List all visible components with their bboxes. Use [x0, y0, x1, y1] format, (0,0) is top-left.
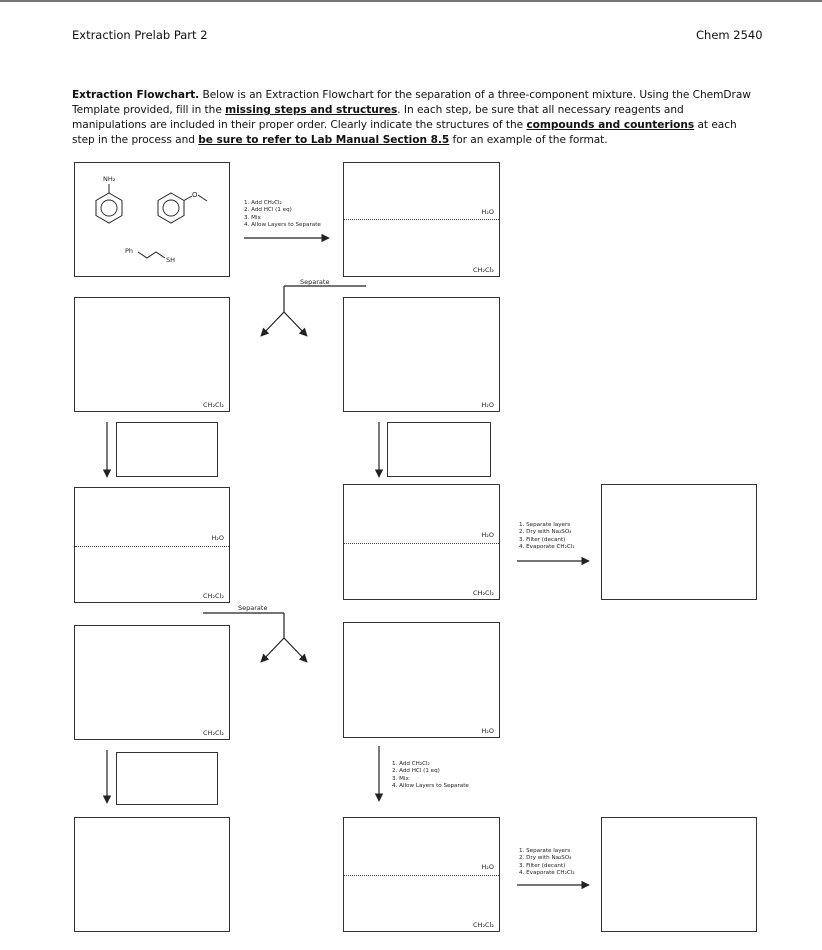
- top-layer-label: H₂O: [481, 863, 494, 871]
- amine-label: NH₂: [103, 175, 116, 183]
- bottom-layer-label: CH₂Cl₂: [473, 589, 494, 597]
- separate-label-1: Separate: [300, 278, 330, 286]
- instructions-lead: Extraction Flowchart.: [72, 89, 200, 101]
- instructions-text-1: Below is an Extraction Flowchart for the separation of a three-component mixture. Using the ChemDraw Template provided, fill in the: [72, 89, 751, 116]
- split-arrow-right-2: [284, 638, 307, 662]
- step-line: 1. Separate layers: [519, 848, 571, 854]
- layer-label: H₂O: [481, 401, 494, 409]
- step-line: 4. Evaporate CH₂Cl₂: [519, 544, 575, 551]
- step-line: 3. Filter (decant): [519, 536, 566, 543]
- ph-label: Ph: [125, 247, 134, 255]
- step-line: 1. Add CH₂Cl₂: [392, 761, 430, 767]
- step-line: 3. Mix: [244, 214, 261, 221]
- separate-label-2: Separate: [238, 604, 268, 612]
- top-layer-label: H₂O: [481, 208, 494, 216]
- bottom-layer-label: CH₂Cl₂: [473, 921, 494, 929]
- step-line: 2. Add HCl (1 eq): [244, 207, 292, 214]
- course-label: Chem 2540: [696, 28, 763, 42]
- step-line: 4. Allow Layers to Separate: [392, 783, 469, 790]
- split-arrow-right-1: [284, 312, 307, 336]
- top-layer-label: H₂O: [481, 531, 494, 539]
- step-line: 2. Add HCl (1 eq): [392, 768, 440, 775]
- bottom-layer-label: CH₂Cl₂: [203, 592, 224, 600]
- instructions-text-4: for an example of the format.: [449, 134, 608, 146]
- bottom-layer-label: CH₂Cl₂: [473, 266, 494, 274]
- split-arrow-left-1: [261, 312, 284, 336]
- instructions-text-2: . In each step, be sure that all necessary reagents and manipulations are included in their proper order. Clearly indicate the structures of the: [72, 104, 684, 131]
- page-title: Extraction Prelab Part 2: [72, 28, 208, 42]
- split-arrow-left-2: [261, 638, 284, 662]
- instructions-text-3: at each step in the process and: [72, 119, 737, 146]
- instructions-emphasis-2: compounds and counterions: [526, 119, 695, 131]
- top-layer-label: H₂O: [211, 534, 224, 542]
- step-line: 4. Allow Layers to Separate: [244, 222, 321, 229]
- step-line: 3. Mix: [392, 775, 409, 782]
- step-line: 2. Dry with Na₂SO₄: [519, 855, 572, 862]
- layer-label: H₂O: [481, 727, 494, 735]
- step-line: 1. Add CH₂Cl₂: [244, 200, 282, 206]
- layer-label: CH₂Cl₂: [203, 729, 224, 737]
- instructions-emphasis-1: missing steps and structures: [225, 104, 398, 116]
- step-line: 3. Filter (decant): [519, 862, 566, 869]
- layer-label: CH₂Cl₂: [203, 401, 224, 409]
- anisole-oxygen: O: [192, 191, 198, 199]
- step-line: 1. Separate layers: [519, 522, 571, 528]
- instructions-emphasis-3: be sure to refer to Lab Manual Section 8.5: [198, 134, 450, 146]
- step-line: 4. Evaporate CH₂Cl₂: [519, 870, 575, 877]
- step-line: 2. Dry with Na₂SO₄: [519, 529, 572, 536]
- sh-label: SH: [166, 256, 176, 264]
